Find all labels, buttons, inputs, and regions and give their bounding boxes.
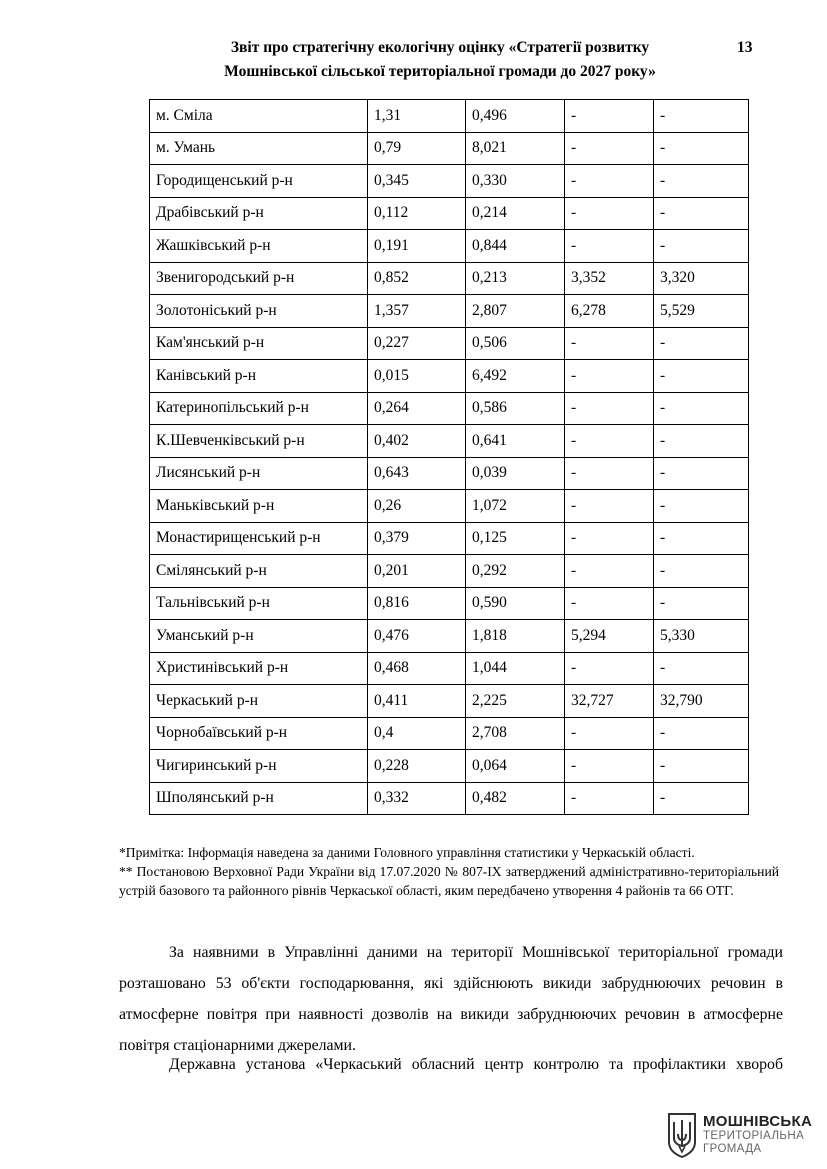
table-row bbox=[150, 132, 749, 165]
table-note-1: *Примітка: Інформація наведена за даними Головного управління статистики у Черкаській області. bbox=[119, 845, 695, 860]
table-cell: Жашківський р-н bbox=[150, 230, 368, 263]
table-cell: 32,790 bbox=[654, 685, 749, 718]
table-cell: 0,476 bbox=[368, 620, 466, 653]
table-cell: 0,228 bbox=[368, 750, 466, 783]
table-cell: 1,044 bbox=[466, 652, 565, 685]
table-row bbox=[150, 490, 749, 523]
table-row bbox=[150, 750, 749, 783]
table-cell: - bbox=[654, 782, 749, 815]
table-row bbox=[150, 652, 749, 685]
table-cell: Тальнівський р-н bbox=[150, 587, 368, 620]
table-cell: 0,852 bbox=[368, 262, 466, 295]
table-cell: - bbox=[565, 555, 654, 588]
table-row bbox=[150, 620, 749, 653]
body-paragraph-2 bbox=[119, 1049, 783, 1080]
logo-text bbox=[703, 1114, 812, 1156]
table-cell: 0,26 bbox=[368, 490, 466, 523]
table-cell: - bbox=[654, 197, 749, 230]
table-cell: - bbox=[654, 457, 749, 490]
table-cell: - bbox=[565, 425, 654, 458]
table-cell: - bbox=[654, 522, 749, 555]
table-row bbox=[150, 165, 749, 198]
table-row bbox=[150, 100, 749, 133]
table-cell: 0,643 bbox=[368, 457, 466, 490]
table-cell: 1,357 bbox=[368, 295, 466, 328]
table-cell: - bbox=[565, 750, 654, 783]
logo-line-1: МОШНІВСЬКА bbox=[703, 1113, 813, 1130]
table-cell: Канівський р-н bbox=[150, 360, 368, 393]
logo-line-3: ГРОМАДА bbox=[703, 1143, 762, 1155]
table-cell: - bbox=[654, 165, 749, 198]
table-cell: 1,818 bbox=[466, 620, 565, 653]
table-cell: - bbox=[565, 782, 654, 815]
table-cell: 0,191 bbox=[368, 230, 466, 263]
table-row bbox=[150, 587, 749, 620]
table-cell: 0,402 bbox=[368, 425, 466, 458]
community-logo bbox=[667, 1112, 812, 1158]
table-cell: Уманський р-н bbox=[150, 620, 368, 653]
table-cell: 5,529 bbox=[654, 295, 749, 328]
table-cell: 0,468 bbox=[368, 652, 466, 685]
table-cell: 5,330 bbox=[654, 620, 749, 653]
table-cell: 2,708 bbox=[466, 717, 565, 750]
table-cell: - bbox=[565, 132, 654, 165]
table-row bbox=[150, 360, 749, 393]
table-cell: - bbox=[654, 100, 749, 133]
table-cell: 1,072 bbox=[466, 490, 565, 523]
table-cell: 0,482 bbox=[466, 782, 565, 815]
body-paragraph-1-text: За наявними в Управлінні даними на території Мошнівської територіальної громади розташовано 53 об'єкти господарювання, які здійснюють викиди забруднюючих речовин в атмосферне повітря при наявності дозволів на викиди забруднюючих речовин в атмосферне повітря стаціонарними джерелами. bbox=[119, 944, 783, 1054]
table-cell: 0,411 bbox=[368, 685, 466, 718]
table-cell: 0,125 bbox=[466, 522, 565, 555]
table-cell: м. Сміла bbox=[150, 100, 368, 133]
table-cell: 1,31 bbox=[368, 100, 466, 133]
table-cell: - bbox=[654, 360, 749, 393]
table-cell: 0,264 bbox=[368, 392, 466, 425]
table-cell: 0,4 bbox=[368, 717, 466, 750]
table-row bbox=[150, 555, 749, 588]
body-paragraph-1 bbox=[119, 937, 783, 1061]
table-cell: 0,586 bbox=[466, 392, 565, 425]
tryzub-emblem-icon bbox=[667, 1112, 697, 1158]
table-cell: - bbox=[654, 132, 749, 165]
emissions-table bbox=[149, 99, 749, 815]
table-cell: 0,213 bbox=[466, 262, 565, 295]
table-notes bbox=[119, 843, 779, 900]
table-cell: Городищенський р-н bbox=[150, 165, 368, 198]
table-row bbox=[150, 782, 749, 815]
table-cell: 3,352 bbox=[565, 262, 654, 295]
table-cell: - bbox=[565, 165, 654, 198]
table-row bbox=[150, 295, 749, 328]
table-cell: 0,641 bbox=[466, 425, 565, 458]
table-row bbox=[150, 717, 749, 750]
table-cell: - bbox=[654, 490, 749, 523]
table-cell: 0,844 bbox=[466, 230, 565, 263]
table-cell: 0,590 bbox=[466, 587, 565, 620]
table-cell: 0,379 bbox=[368, 522, 466, 555]
table-cell: 0,214 bbox=[466, 197, 565, 230]
table-cell: 2,807 bbox=[466, 295, 565, 328]
table-cell: 0,79 bbox=[368, 132, 466, 165]
table-cell: 0,816 bbox=[368, 587, 466, 620]
page-header bbox=[180, 36, 700, 84]
table-cell: - bbox=[654, 555, 749, 588]
header-title-line-1: Звіт про стратегічну екологічну оцінку «Стратегії розвитку bbox=[230, 39, 650, 56]
logo-line-2: ТЕРИТОРІАЛЬНА bbox=[703, 1130, 805, 1142]
table-cell: 0,506 bbox=[466, 327, 565, 360]
table-cell: - bbox=[654, 392, 749, 425]
table-note-2: ** Постановою Верховної Ради України від 17.07.2020 № 807-IX затверджений адміністративно-територіальний устрій базового та районного рівнів Черкаської області, яким передбачено утворення 4 районів та 66 ОТГ. bbox=[119, 864, 779, 898]
table-cell: 0,015 bbox=[368, 360, 466, 393]
table-cell: - bbox=[654, 750, 749, 783]
table-row bbox=[150, 327, 749, 360]
table-row bbox=[150, 457, 749, 490]
table-cell: м. Умань bbox=[150, 132, 368, 165]
table-cell: 2,225 bbox=[466, 685, 565, 718]
table-cell: - bbox=[565, 327, 654, 360]
table-cell: Смілянський р-н bbox=[150, 555, 368, 588]
table-cell: 0,332 bbox=[368, 782, 466, 815]
table-cell: Золотоніський р-н bbox=[150, 295, 368, 328]
table-cell: Катеринопільський р-н bbox=[150, 392, 368, 425]
table-row bbox=[150, 685, 749, 718]
table-cell: 0,201 bbox=[368, 555, 466, 588]
table-cell: - bbox=[565, 100, 654, 133]
table-row bbox=[150, 262, 749, 295]
table-cell: 0,064 bbox=[466, 750, 565, 783]
table-cell: К.Шевченківський р-н bbox=[150, 425, 368, 458]
table-cell: - bbox=[565, 717, 654, 750]
table-cell: 0,330 bbox=[466, 165, 565, 198]
table-cell: - bbox=[565, 522, 654, 555]
table-cell: Звенигородський р-н bbox=[150, 262, 368, 295]
table-cell: Черкаський р-н bbox=[150, 685, 368, 718]
table-cell: Чигиринський р-н bbox=[150, 750, 368, 783]
table-cell: - bbox=[565, 652, 654, 685]
table-cell: Христинівський р-н bbox=[150, 652, 368, 685]
table-cell: - bbox=[654, 425, 749, 458]
emissions-table-body bbox=[150, 100, 749, 815]
table-cell: 5,294 bbox=[565, 620, 654, 653]
header-title-line-2: Мошнівської сільської територіальної громади до 2027 року» bbox=[224, 63, 656, 80]
table-cell: - bbox=[565, 587, 654, 620]
table-cell: 0,227 bbox=[368, 327, 466, 360]
table-cell: - bbox=[565, 230, 654, 263]
table-cell: - bbox=[565, 457, 654, 490]
table-cell: 3,320 bbox=[654, 262, 749, 295]
table-cell: - bbox=[654, 717, 749, 750]
table-cell: - bbox=[565, 197, 654, 230]
table-cell: - bbox=[654, 587, 749, 620]
table-cell: 8,021 bbox=[466, 132, 565, 165]
table-cell: - bbox=[654, 327, 749, 360]
table-cell: 0,345 bbox=[368, 165, 466, 198]
table-row bbox=[150, 425, 749, 458]
table-cell: 0,112 bbox=[368, 197, 466, 230]
table-cell: Чорнобаївський р-н bbox=[150, 717, 368, 750]
table-cell: - bbox=[565, 360, 654, 393]
table-cell: - bbox=[565, 490, 654, 523]
table-cell: 0,496 bbox=[466, 100, 565, 133]
table-cell: Монастирищенський р-н bbox=[150, 522, 368, 555]
table-cell: Лисянський р-н bbox=[150, 457, 368, 490]
table-cell: 32,727 bbox=[565, 685, 654, 718]
table-cell: 0,292 bbox=[466, 555, 565, 588]
table-cell: - bbox=[565, 392, 654, 425]
table-row bbox=[150, 197, 749, 230]
table-row bbox=[150, 392, 749, 425]
table-cell: 6,278 bbox=[565, 295, 654, 328]
table-cell: - bbox=[654, 652, 749, 685]
table-cell: Маньківський р-н bbox=[150, 490, 368, 523]
table-row bbox=[150, 522, 749, 555]
body-paragraph-2-text: Державна установа «Черкаський обласний центр контролю та профілактики хвороб bbox=[169, 1056, 783, 1073]
page-number: 13 bbox=[737, 39, 753, 56]
table-cell: - bbox=[654, 230, 749, 263]
table-cell: Драбівський р-н bbox=[150, 197, 368, 230]
table-cell: 0,039 bbox=[466, 457, 565, 490]
table-cell: Шполянський р-н bbox=[150, 782, 368, 815]
table-cell: Кам'янський р-н bbox=[150, 327, 368, 360]
table-row bbox=[150, 230, 749, 263]
table-cell: 6,492 bbox=[466, 360, 565, 393]
